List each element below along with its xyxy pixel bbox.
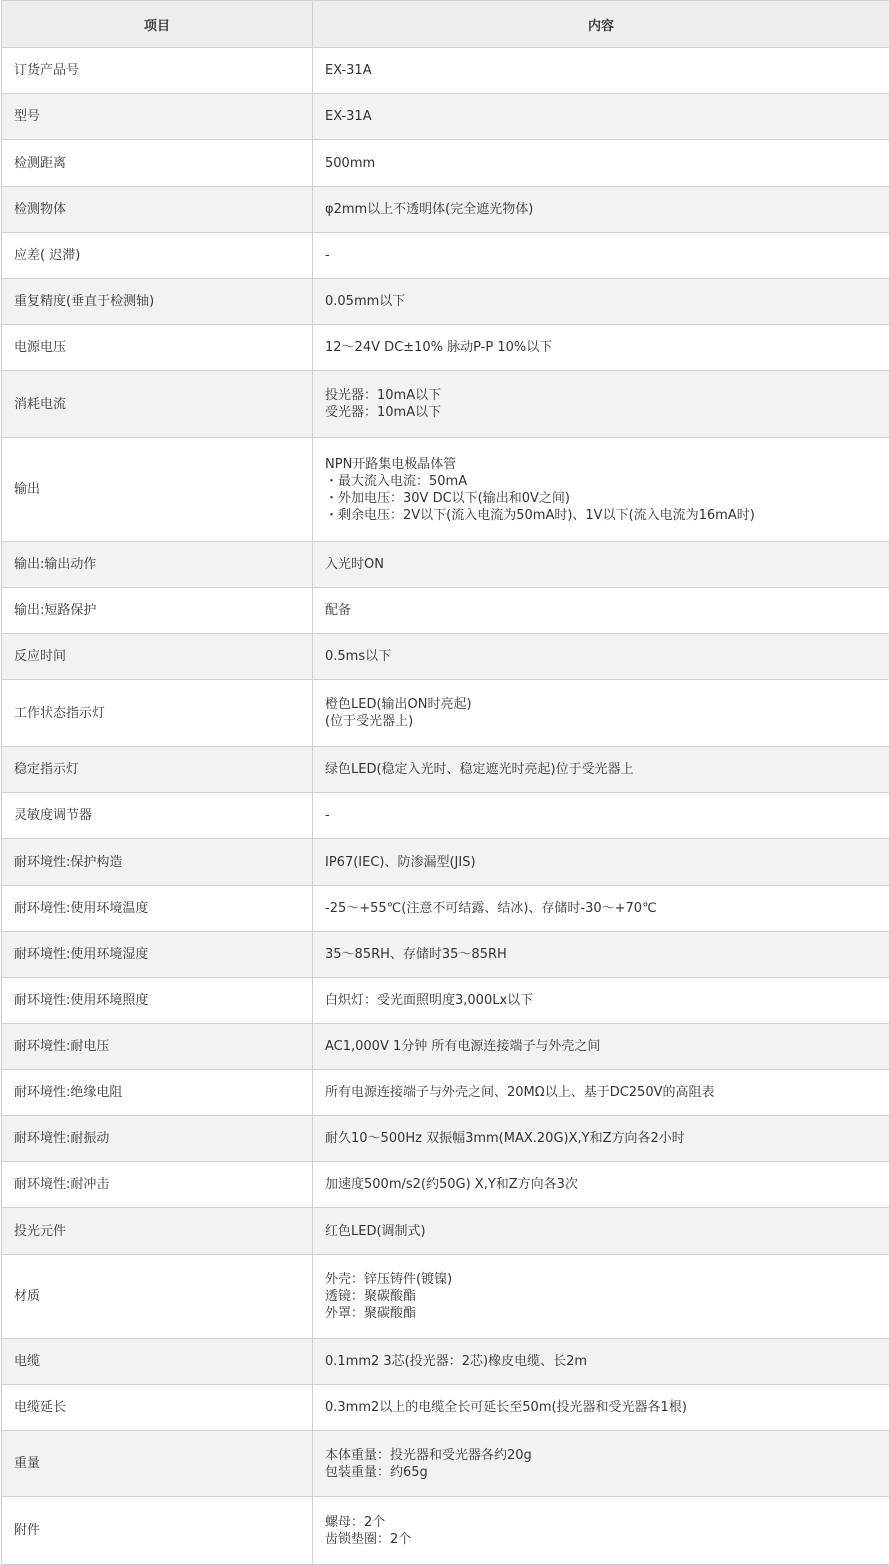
row-label: 重量 (2, 1431, 313, 1497)
value-line: 绿色LED(稳定入光时、稳定遮光时亮起)位于受光器上 (325, 762, 634, 777)
table-row (2, 1255, 890, 1339)
row-label: 反应时间 (2, 634, 313, 680)
row-label: 耐环境性:绝缘电阻 (2, 1070, 313, 1116)
row-value (313, 680, 890, 747)
value-line: 12～24V DC±10% 脉动P-P 10%以下 (325, 340, 553, 355)
row-value (313, 588, 890, 634)
value-line: 35～85RH、存储时35～85RH (325, 947, 507, 962)
value-line: IP67(IEC)、防渗漏型(JIS) (325, 854, 476, 870)
value-line: 耐久10～500Hz 双振幅3mm(MAX.20G)X,Y和Z方向各2小时 (325, 1131, 685, 1146)
table-row (2, 1385, 890, 1431)
table-row (2, 325, 890, 371)
table-body (2, 48, 890, 1565)
row-label: 材质 (2, 1255, 313, 1339)
table-row (2, 680, 890, 747)
row-label: 消耗电流 (2, 371, 313, 438)
row-value (313, 94, 890, 140)
row-label: 输出:短路保护 (2, 588, 313, 634)
value-line: 入光时ON (325, 557, 384, 572)
value-line: φ2mm以上不透明体(完全遮光物体) (325, 202, 534, 217)
value-line: 投光器：10mA以下 (325, 388, 442, 403)
row-value (313, 1208, 890, 1255)
row-label: 电缆 (2, 1339, 313, 1385)
row-label: 投光元件 (2, 1208, 313, 1255)
value-line: EX-31A (325, 109, 372, 124)
row-value (313, 793, 890, 839)
value-line: 外壳：锌压铸件(镀镍) (325, 1272, 453, 1287)
value-line: ・最大流入电流：50mA (325, 473, 468, 489)
row-label: 应差( 迟滞) (2, 233, 313, 279)
row-label: 耐环境性:耐电压 (2, 1024, 313, 1070)
row-value (313, 48, 890, 94)
row-value (313, 886, 890, 932)
table-row (2, 978, 890, 1024)
value-line: NPN开路集电极晶体管 (325, 456, 457, 472)
table-row (2, 1431, 890, 1497)
row-value (313, 279, 890, 325)
row-label: 耐环境性:耐冲击 (2, 1162, 313, 1208)
value-line: 受光器：10mA以下 (325, 405, 442, 420)
table-row (2, 187, 890, 233)
row-value (313, 932, 890, 978)
table-row (2, 839, 890, 886)
table-row (2, 438, 890, 542)
value-line: 红色LED(调制式) (325, 1223, 426, 1239)
row-value (313, 1497, 890, 1565)
row-label: 型号 (2, 94, 313, 140)
value-line: 橙色LED(输出ON时亮起) (325, 697, 472, 712)
value-line: 透镜：聚碳酸酯 (325, 1289, 417, 1304)
row-value (313, 634, 890, 680)
table-row (2, 1162, 890, 1208)
value-line: 0.05mm以下 (325, 294, 406, 309)
value-line: 配备 (325, 603, 352, 618)
row-value (313, 325, 890, 371)
table-row (2, 1339, 890, 1385)
value-line: EX-31A (325, 63, 372, 78)
row-value (313, 839, 890, 886)
value-line: 外罩：聚碳酸酯 (325, 1306, 417, 1321)
row-value (313, 1339, 890, 1385)
value-line: 500mm (325, 155, 376, 171)
row-value (313, 1431, 890, 1497)
row-label: 耐环境性:使用环境照度 (2, 978, 313, 1024)
row-label: 输出 (2, 438, 313, 542)
table-row (2, 588, 890, 634)
table-row (2, 747, 890, 793)
row-label: 电源电压 (2, 325, 313, 371)
row-value (313, 140, 890, 187)
row-value (313, 1385, 890, 1431)
table-row (2, 1208, 890, 1255)
value-line: 加速度500m/s2(约50G) X,Y和Z方向各3次 (325, 1177, 578, 1192)
table-row (2, 1070, 890, 1116)
row-value (313, 233, 890, 279)
value-line: 0.1mm2 3芯(投光器：2芯)橡皮电缆、长2m (325, 1354, 588, 1369)
value-line: 本体重量：投光器和受光器各约20g (325, 1447, 532, 1463)
spec-table (1, 0, 890, 1565)
row-value (313, 978, 890, 1024)
table-row (2, 371, 890, 438)
row-label: 重复精度(垂直于检测轴) (2, 279, 313, 325)
row-label: 灵敏度调节器 (2, 793, 313, 839)
value-line: 0.5ms以下 (325, 649, 392, 664)
row-label: 耐环境性:保护构造 (2, 839, 313, 886)
row-value (313, 438, 890, 542)
row-label: 输出:输出动作 (2, 542, 313, 588)
value-line: -25～+55℃(注意不可结露、结冰)、存储时-30～+70℃ (325, 901, 657, 916)
row-value (313, 371, 890, 438)
row-label: 电缆延长 (2, 1385, 313, 1431)
value-line: ・外加电压：30V DC以下(输出和0V之间) (325, 490, 570, 506)
table-row (2, 279, 890, 325)
row-label: 工作状态指示灯 (2, 680, 313, 747)
table-row (2, 932, 890, 978)
value-line: 所有电源连接端子与外壳之间、20MΩ以上、基于DC250V的高阻表 (325, 1085, 715, 1100)
table-row (2, 94, 890, 140)
value-line: ・剩余电压：2V以下(流入电流为50mA时)、1V以下(流入电流为16mA时) (325, 507, 755, 523)
row-value (313, 747, 890, 793)
row-label: 耐环境性:使用环境湿度 (2, 932, 313, 978)
table-row (2, 1116, 890, 1162)
value-line: - (325, 248, 330, 263)
value-line: 0.3mm2以上的电缆全长可延长至50m(投光器和受光器各1根) (325, 1400, 687, 1415)
row-label: 耐环境性:使用环境温度 (2, 886, 313, 932)
row-label: 订货产品号 (2, 48, 313, 94)
header-content: 内容 (313, 1, 890, 48)
value-line: 齿锁垫圈：2个 (325, 1531, 412, 1547)
value-line: 螺母：2个 (325, 1514, 386, 1530)
value-line: - (325, 808, 330, 823)
row-value (313, 542, 890, 588)
value-line: (位于受光器上) (325, 714, 414, 729)
table-row (2, 634, 890, 680)
row-value (313, 1116, 890, 1162)
table-row (2, 140, 890, 187)
row-value (313, 1024, 890, 1070)
row-label: 稳定指示灯 (2, 747, 313, 793)
table-row (2, 1497, 890, 1565)
row-label: 附件 (2, 1497, 313, 1565)
table-row (2, 48, 890, 94)
row-label: 耐环境性:耐振动 (2, 1116, 313, 1162)
row-label: 检测物体 (2, 187, 313, 233)
table-row (2, 542, 890, 588)
table-row (2, 793, 890, 839)
table-row (2, 886, 890, 932)
value-line: 白炽灯：受光面照明度3,000Lx以下 (325, 993, 534, 1008)
row-value (313, 1070, 890, 1116)
value-line: AC1,000V 1分钟 所有电源连接端子与外壳之间 (325, 1039, 601, 1054)
row-value (313, 1255, 890, 1339)
header-item: 项目 (2, 1, 313, 48)
row-value (313, 187, 890, 233)
table-header-row (2, 1, 890, 48)
row-value (313, 1162, 890, 1208)
value-line: 包装重量：约65g (325, 1464, 428, 1480)
table-row (2, 233, 890, 279)
table-row (2, 1024, 890, 1070)
row-label: 检测距离 (2, 140, 313, 187)
